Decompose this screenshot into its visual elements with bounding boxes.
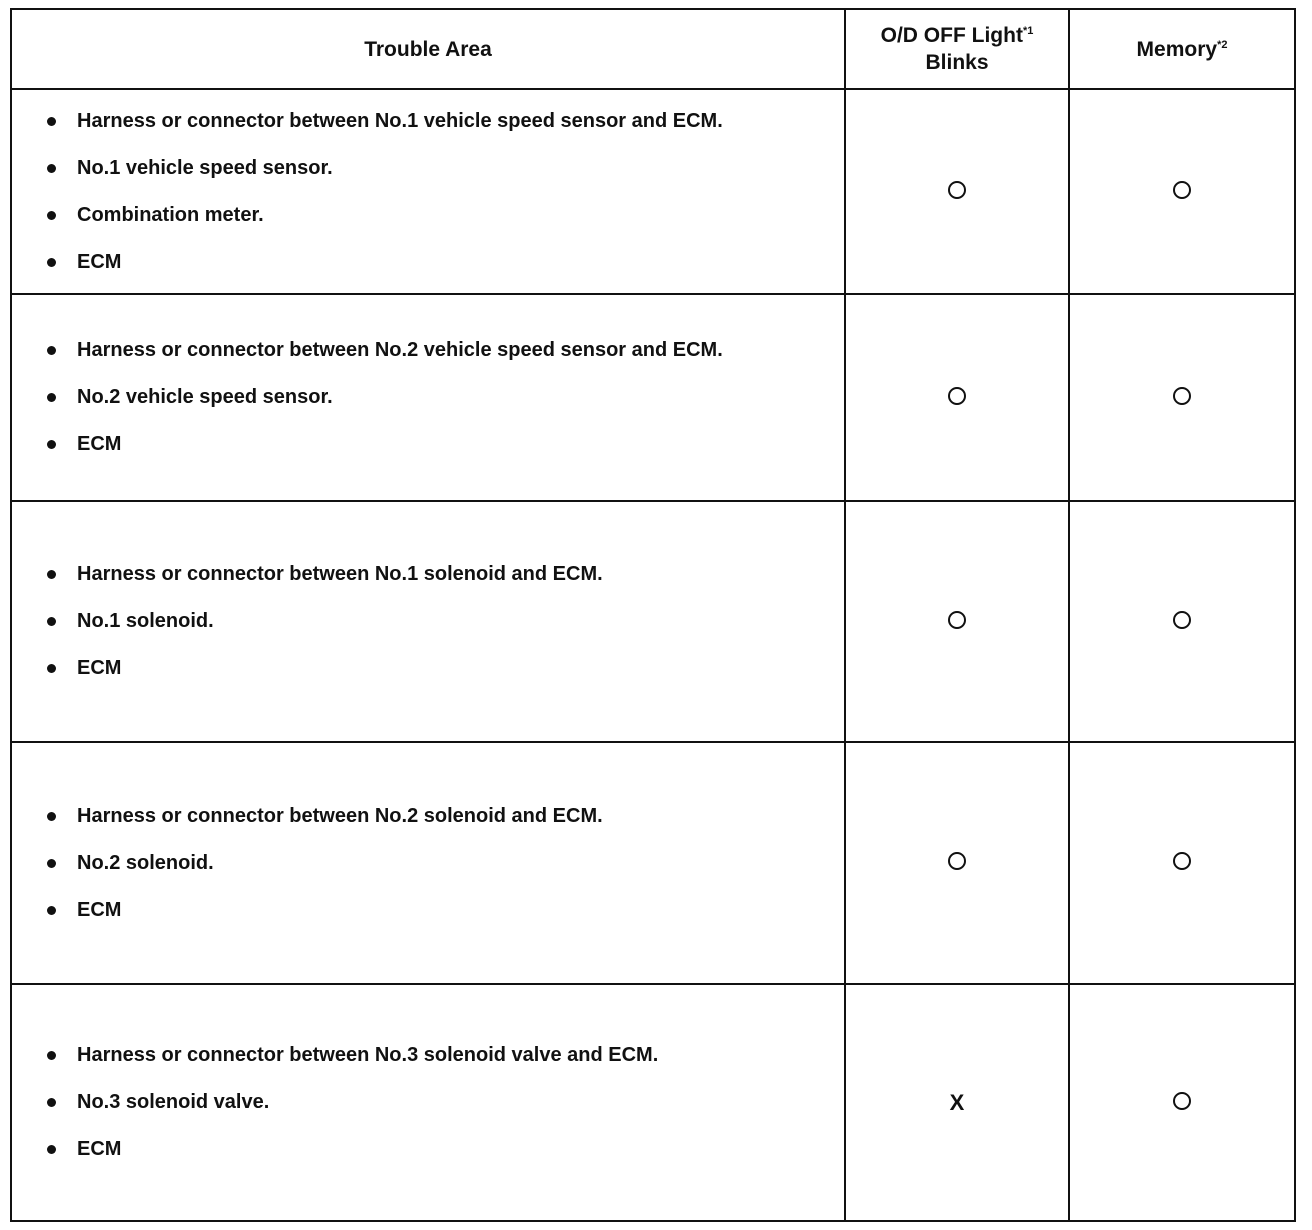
bullet-icon (47, 812, 56, 821)
trouble-area-text: No.1 solenoid. (77, 610, 214, 632)
trouble-area-item (47, 1126, 844, 1173)
trouble-area-item (47, 192, 844, 239)
trouble-area-text: No.2 solenoid. (77, 851, 214, 874)
od-off-light-blinks-cell (845, 742, 1069, 984)
circle-mark-icon (1173, 181, 1191, 199)
table-row (11, 501, 1295, 742)
circle-mark-icon (1173, 611, 1191, 629)
od-off-light-blinks-cell (845, 501, 1069, 742)
trouble-area-text: No.2 vehicle speed sensor. (77, 386, 333, 408)
x-mark: X (949, 1089, 965, 1115)
trouble-area-cell (11, 501, 845, 742)
footnote-ref-1: *1 (1022, 25, 1034, 37)
bullet-icon (47, 617, 56, 626)
bullet-icon (47, 440, 56, 449)
trouble-area-item (47, 793, 844, 840)
trouble-area-text: ECM (77, 250, 122, 273)
trouble-area-item (47, 645, 844, 692)
bullet-icon (47, 664, 56, 673)
trouble-area-item (47, 239, 844, 286)
table-row (11, 984, 1295, 1221)
circle-mark-icon (948, 611, 966, 629)
trouble-area-text: Harness or connector between No.2 vehicle speed sensor and ECM. (77, 339, 723, 361)
trouble-area-text: ECM (77, 898, 122, 921)
od-off-light-blinks-cell (845, 89, 1069, 294)
trouble-area-list (12, 793, 844, 934)
table-row (11, 89, 1295, 294)
trouble-area-item (47, 1079, 844, 1126)
od-off-light-blinks-cell (845, 984, 1069, 1221)
memory-cell (1069, 984, 1295, 1221)
table-row (11, 742, 1295, 984)
bullet-icon (47, 393, 56, 402)
circle-mark-icon (948, 387, 966, 405)
bullet-icon (47, 859, 56, 868)
trouble-area-text: Harness or connector between No.3 solenoid valve and ECM. (77, 1044, 659, 1066)
bullet-icon (47, 346, 56, 355)
bullet-icon (47, 1098, 56, 1107)
table-row (11, 294, 1295, 501)
trouble-area-cell (11, 742, 845, 984)
trouble-area-text: No.3 solenoid valve. (77, 1091, 270, 1113)
trouble-area-item (47, 98, 844, 145)
bullet-icon (47, 1051, 56, 1060)
trouble-area-text: Harness or connector between No.1 solenoid and ECM. (77, 563, 603, 585)
bullet-icon (47, 1145, 56, 1154)
header-memory: Memory$^{*2}$ (1069, 9, 1295, 89)
trouble-area-text: ECM (77, 1138, 122, 1160)
circle-mark-icon (1173, 387, 1191, 405)
trouble-area-item (47, 840, 844, 887)
trouble-area-item (47, 1032, 844, 1079)
od-off-light-blinks-cell (845, 294, 1069, 501)
trouble-area-text: ECM (77, 433, 122, 455)
trouble-area-item (47, 421, 844, 468)
bullet-icon (47, 258, 56, 267)
footnote-ref-2: *2 (1217, 38, 1228, 51)
trouble-area-text: Combination meter. (77, 203, 264, 226)
memory-cell (1069, 89, 1295, 294)
circle-mark-icon (948, 181, 966, 199)
trouble-area-text: Harness or connector between No.1 vehicle speed sensor and ECM. (77, 109, 723, 132)
bullet-icon (47, 570, 56, 579)
trouble-area-table (10, 8, 1296, 1222)
trouble-area-item (47, 327, 844, 374)
circle-mark-icon (1173, 1092, 1191, 1110)
trouble-area-item (47, 598, 844, 645)
trouble-area-text: No.1 vehicle speed sensor. (77, 156, 333, 179)
header-od-off-light-blinks: O/D OFF Light$^{*1}$ Blinks (845, 9, 1069, 89)
trouble-area-text: ECM (77, 657, 122, 679)
trouble-area-list (12, 551, 844, 692)
bullet-icon (47, 906, 56, 915)
trouble-area-list (12, 1032, 844, 1173)
circle-mark-icon (948, 852, 966, 870)
header-row (11, 9, 1295, 89)
trouble-area-list (12, 98, 844, 286)
bullet-icon (47, 211, 56, 220)
memory-cell (1069, 501, 1295, 742)
circle-mark-icon (1173, 852, 1191, 870)
trouble-area-text: Harness or connector between No.2 solenoid and ECM. (77, 804, 603, 827)
trouble-area-item (47, 551, 844, 598)
bullet-icon (47, 117, 56, 126)
trouble-area-list (12, 327, 844, 468)
trouble-area-item (47, 374, 844, 421)
trouble-area-cell (11, 294, 845, 501)
trouble-area-item (47, 145, 844, 192)
trouble-area-item (47, 887, 844, 934)
header-trouble-area: Trouble Area (11, 9, 845, 89)
memory-cell (1069, 294, 1295, 501)
bullet-icon (47, 164, 56, 173)
trouble-area-cell (11, 984, 845, 1221)
trouble-area-cell (11, 89, 845, 294)
memory-cell (1069, 742, 1295, 984)
